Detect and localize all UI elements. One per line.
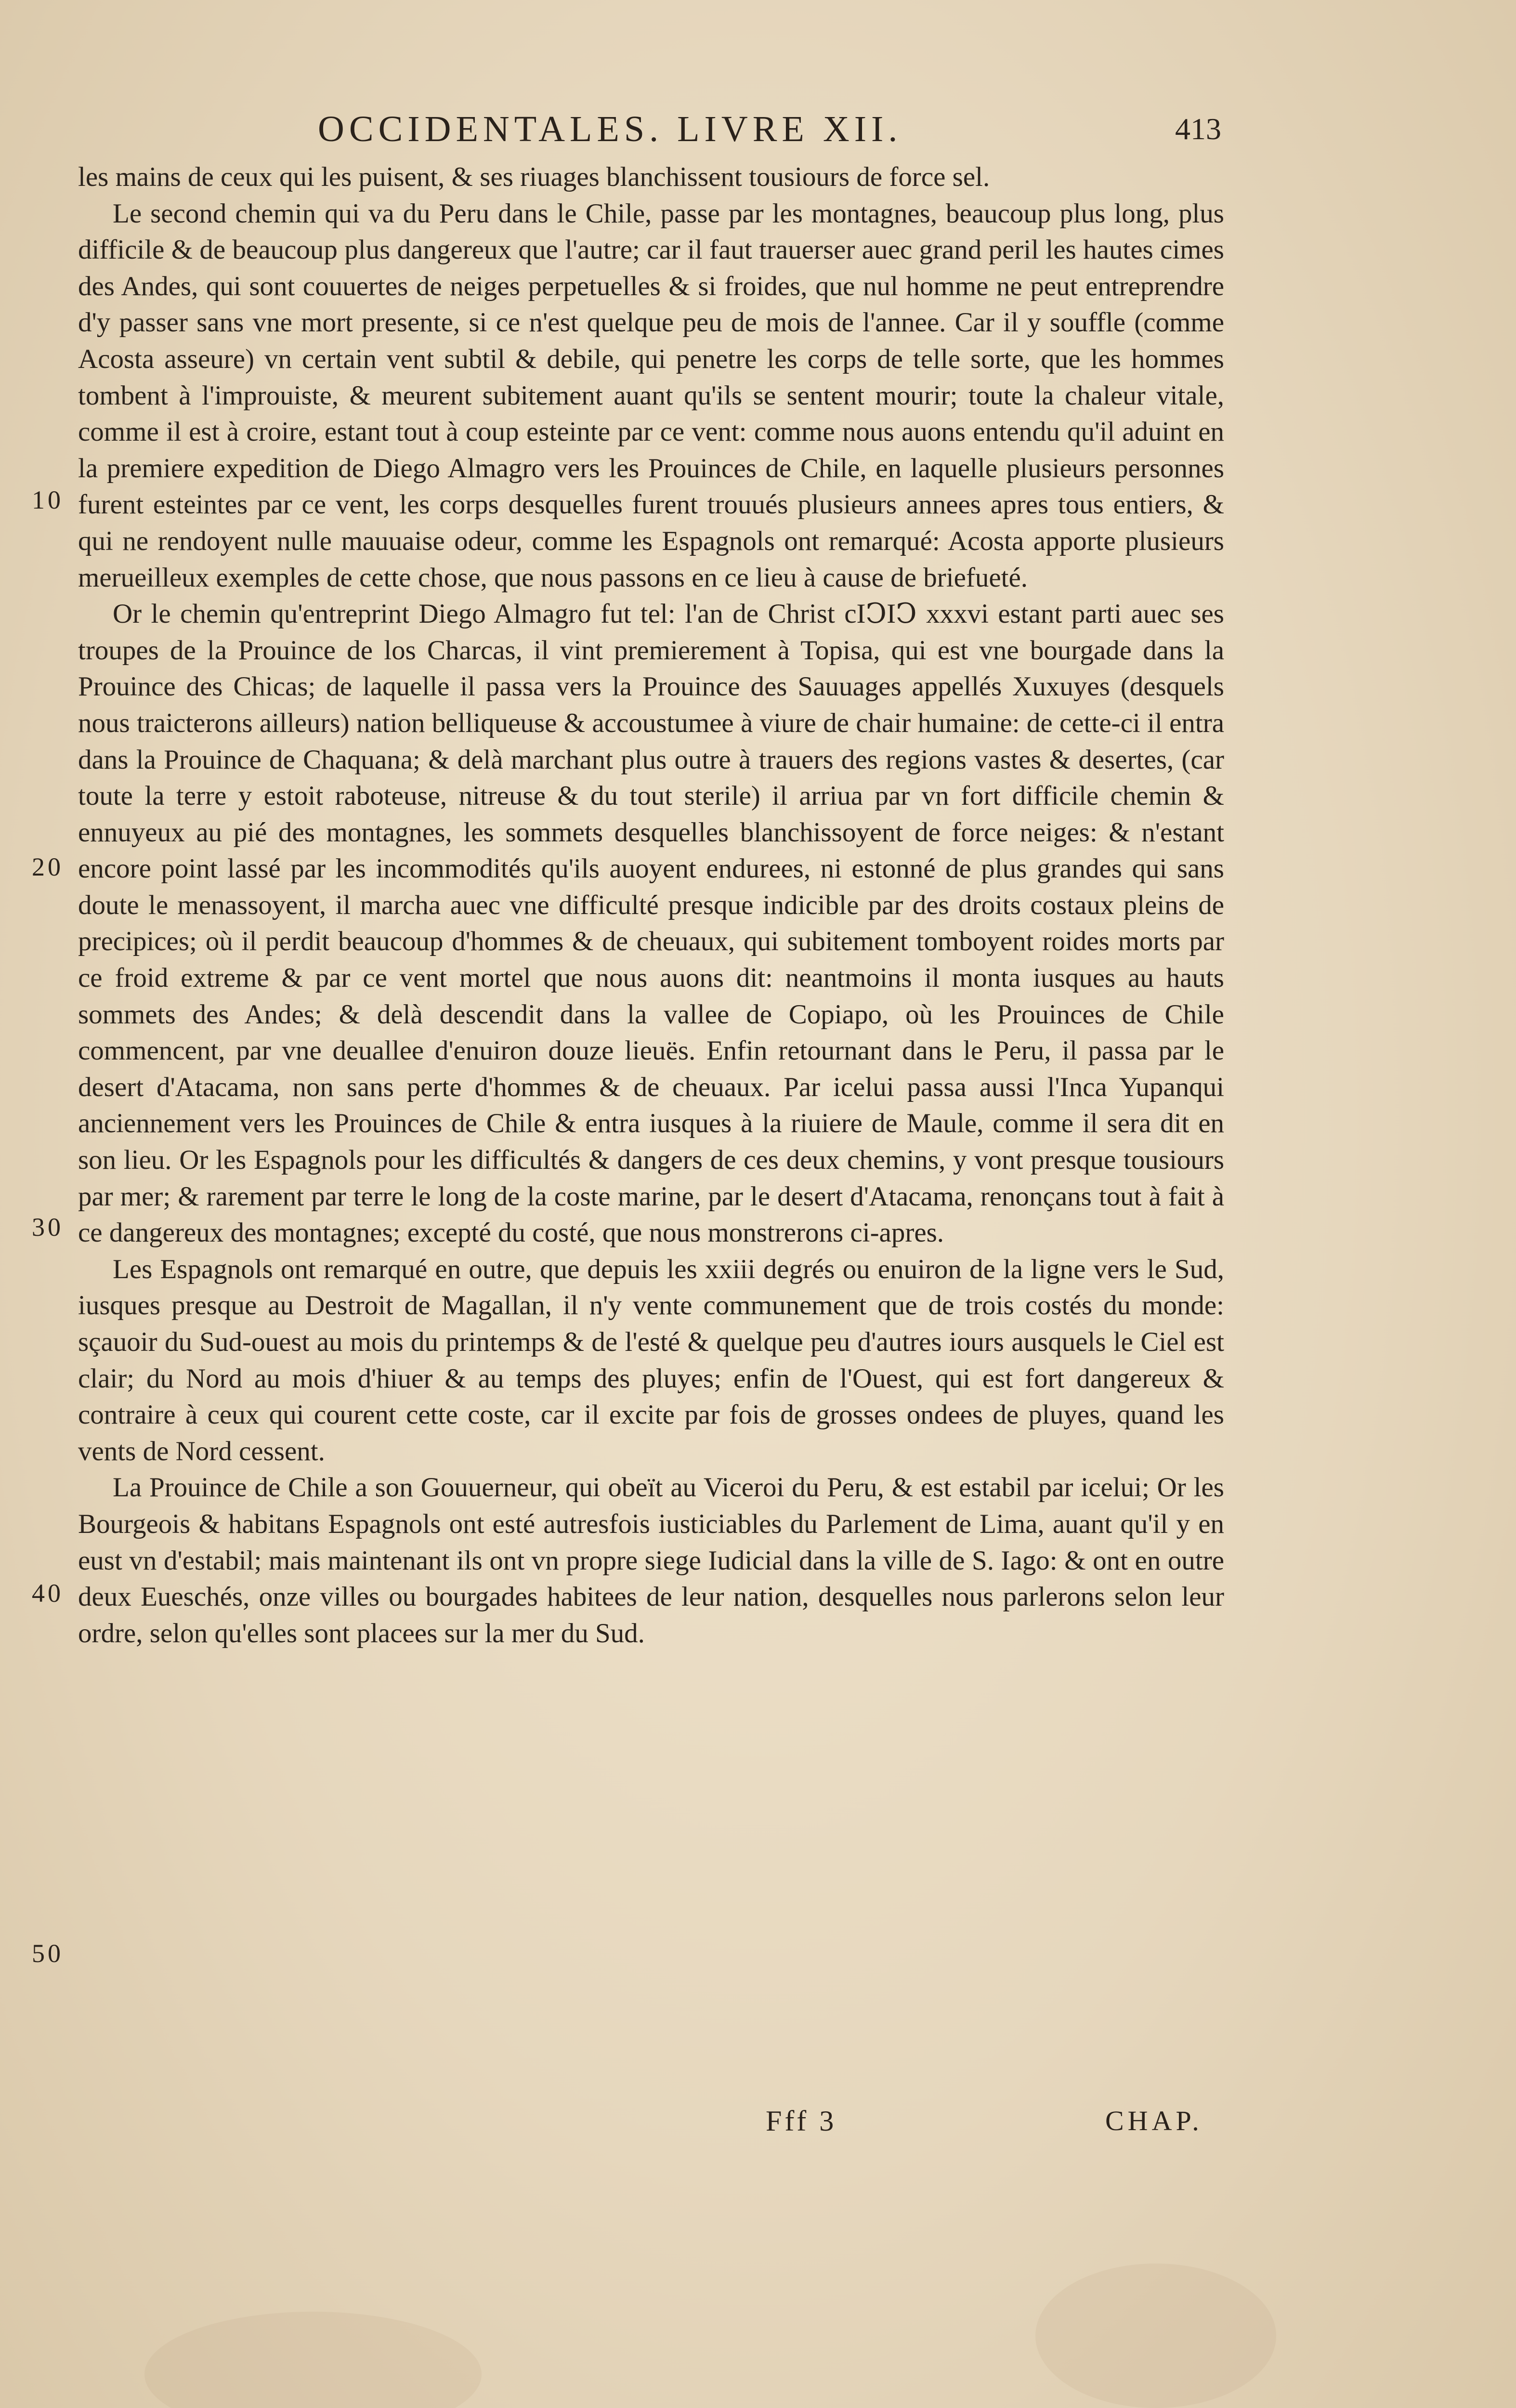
running-title: OCCIDENTALES. LIVRE XII. [318,109,902,149]
line-number-30: 30 [32,1213,64,1242]
line-number-10: 10 [32,485,64,514]
paragraph: Les Espagnols ont remarqué en outre, que depuis les xxiii degrés ou enuiron de la ligne vers le Sud, iusques presque au Destroit de Magallan, il n'y vente communement que de trois costés du monde: sçauoir du Sud-ouest au mois du printemps & de l'esté & quelque peu d'autres iours ausquels le Ciel est clair; du Nord au mois d'hiuer & au temps des pluyes; enfin de l'Ouest, qui est fort dangereux & contraire à ceux qui courent cette coste, car il excite par fois de grosses ondees de pluyes, quand les vents de Nord cessent. [78,1254,1224,1466]
line-number-40: 40 [32,1579,64,1608]
line-number-50: 50 [32,1939,64,1968]
paragraph: les mains de ceux qui les puisent, & ses riuages blanchissent tousiours de force sel. [78,162,990,192]
paragraph: Or le chemin qu'entreprint Diego Almagro fut tel: l'an de Christ cIↃIↃ xxxvi estant parti auec ses troupes de la Prouince de los Charcas, il vint premierement à Topisa, qui est vne bourgade dans la Prouince des Chicas; de laquelle il passa vers la Prouince des Sauuages appellés Xuxuyes (desquels nous traicterons ailleurs) nation belliqueuse & accoustumee à viure de chair humaine: de cette-ci il entra dans la Prouince de Chaquana; & delà marchant plus outre à trauers des regions vastes & desertes, (car toute la terre y estoit raboteuse, nitreuse & du tout sterile) il arriua par vn fort difficile chemin & ennuyeux au pié des montagnes, les sommets desquelles blanchissoyent de force neiges: & n'estant encore point lassé par les incommodités qu'ils auoyent endurees, ni estonné de plus grandes qui sans doute le menassoyent, il marcha auec vne difficulté presque indicible par des droits costaux pleins de precipices; où il perdit beaucoup d'hommes & de cheuaux, qui subitement tomboyent roides morts par ce froid extreme & par ce vent mortel que nous auons dit: neantmoins il monta iusques au hauts sommets des Andes; & delà descendit dans la vallee de Copiapo, où les Prouinces de Chile commencent, par vne deuallee d'enuiron douze lieuës. Enfin retournant dans le Peru, il passa par le desert d'Atacama, non sans perte d'hommes & de cheuaux. Par icelui passa aussi l'Inca Yupanqui anciennement vers les Prouinces de Chile & entra iusques à la riuiere de Maule, comme il sera dit en son lieu. Or les Espagnols pour les difficultés & dangers de ces deux chemins, y vont presque tousiours par mer; & rarement par terre le long de la coste marine, par le desert d'Atacama, renonçans tout à fait à ce dangereux des montagnes; excepté du costé, que nous monstrerons ci-apres. [78,599,1224,1248]
paragraph: Le second chemin qui va du Peru dans le Chile, passe par les montagnes, beaucoup plus long, plus difficile & de beaucoup plus dangereux que l'autre; car il faut trauerser auec grand peril les hautes cimes des Andes, qui sont couuertes de neiges perpetuelles & si froides, que nul homme ne peut entreprendre d'y passer sans vne mort presente, si ce n'est quelque peu de mois de l'annee. Car il y souffle (comme Acosta asseure) vn certain vent subtil & debile, qui penetre les corps de telle sorte, que les hommes tombent à l'improuiste, & meurent subitement auant qu'ils se sentent mourir; toute la chaleur vitale, comme il est à croire, estant tout à coup esteinte par ce vent: comme nous auons entendu qu'il aduint en la premiere expedition de Diego Almagro vers les Prouinces de Chile, en laquelle plusieurs personnes furent esteintes par ce vent, les corps desquelles furent trouués plusieurs annees apres tous entiers, & qui ne rendoyent nulle mauuaise odeur, comme les Espagnols ont remarqué: Acosta apporte plusieurs merueilleux exemples de cette chose, que nous passons en ce lieu à cause de briefueté. [78,198,1224,593]
signature-mark: Fff 3 [766,2105,837,2137]
page-body [78,159,1224,1651]
catchword: CHAP. [1105,2105,1203,2136]
paper-stain [144,2312,482,2408]
line-number-20: 20 [32,852,64,881]
paper-stain [1035,2264,1276,2408]
page-number: 413 [1175,112,1221,146]
paragraph: La Prouince de Chile a son Gouuerneur, qui obeït au Viceroi du Peru, & est estabil par icelui; Or les Bourgeois & habitans Espagnols ont esté autresfois iusticiables du Parlement de Lima, auant qu'il y en eust vn d'estabil; mais maintenant ils ont vn propre siege Iudicial dans la ville de S. Iago: & ont en outre deux Eueschés, onze villes ou bourgades habitees de leur nation, desquelles nous parlerons selon leur ordre, selon qu'elles sont placees sur la mer du Sud. [78,1472,1224,1649]
